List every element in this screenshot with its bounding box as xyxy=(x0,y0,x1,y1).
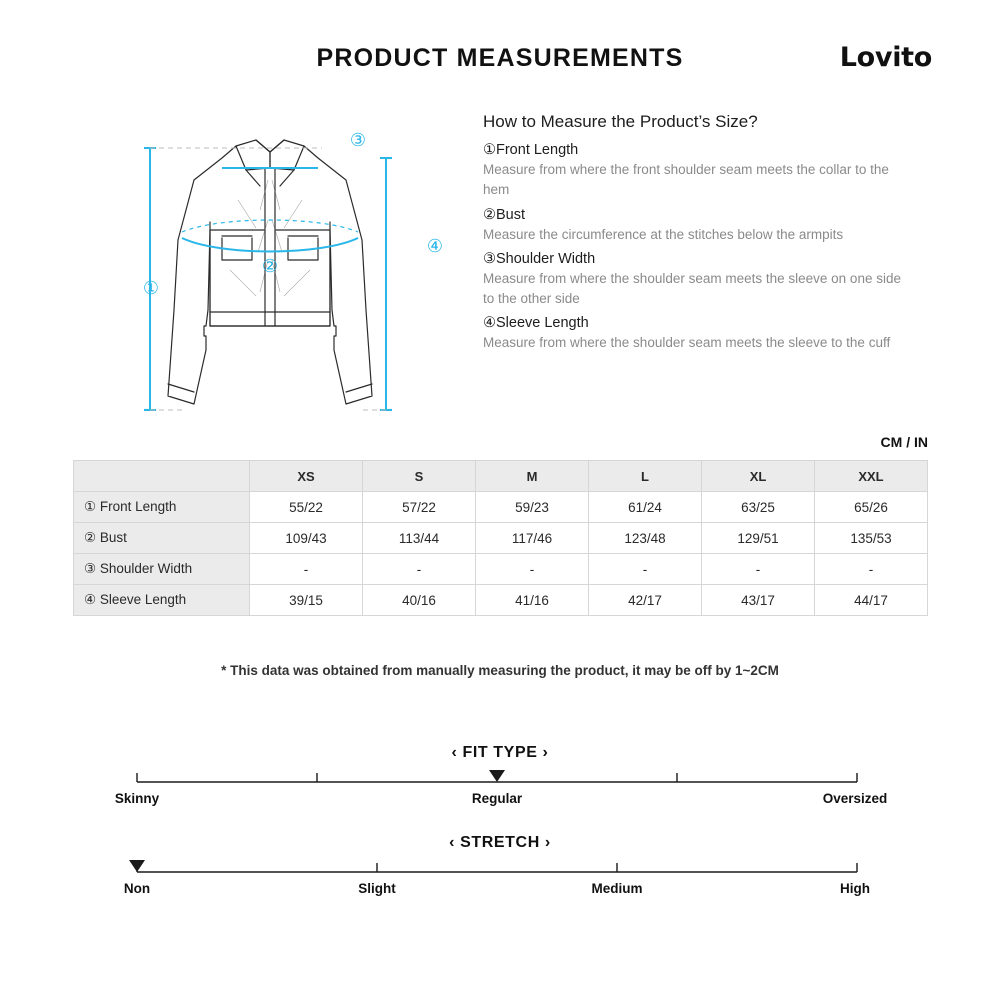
cell-shoulder-width-m: - xyxy=(476,554,589,585)
cell-bust-xxl: 135/53 xyxy=(815,523,928,554)
size-table-body xyxy=(74,492,928,616)
table-row xyxy=(74,585,928,616)
row-label-bust: ② Bust xyxy=(74,523,250,554)
measure-item-2-number: ② xyxy=(483,206,496,223)
cell-bust-xs: 109/43 xyxy=(250,523,363,554)
stretch-marker-icon xyxy=(129,860,145,872)
cell-bust-m: 117/46 xyxy=(476,523,589,554)
size-table-head xyxy=(74,461,928,492)
table-header-cell-xxl: XXL xyxy=(815,461,928,492)
cell-shoulder-width-xl: - xyxy=(702,554,815,585)
garment-measurement-illustration xyxy=(110,110,470,430)
cell-sleeve-length-m: 41/16 xyxy=(476,585,589,616)
fit-label-regular: Regular xyxy=(471,791,523,806)
fit-type-title: ‹ FIT TYPE › xyxy=(451,744,549,761)
table-header-cell-l: L xyxy=(589,461,702,492)
cell-bust-l: 123/48 xyxy=(589,523,702,554)
table-header-cell-xl: XL xyxy=(702,461,815,492)
table-header-cell-m: M xyxy=(476,461,589,492)
stretch-label-medium: Medium xyxy=(591,881,643,896)
cell-shoulder-width-xs: - xyxy=(250,554,363,585)
table-header-cell-s: S xyxy=(363,461,476,492)
measure-item-2-desc: Measure the circumference at the stitches below the armpits xyxy=(483,226,844,242)
cell-sleeve-length-xs: 39/15 xyxy=(250,585,363,616)
cell-sleeve-length-xxl: 44/17 xyxy=(815,585,928,616)
measure-item-3-number: ③ xyxy=(483,250,496,267)
measurement-note: * This data was obtained from manually measuring the product, it may be off by 1~2CM xyxy=(221,663,779,678)
measure-item-1-desc: Measure from where the front shoulder seam meets the collar to the hem xyxy=(483,162,889,198)
stretch-label-slight: Slight xyxy=(358,881,396,896)
measure-item-3-desc: Measure from where the shoulder seam meets the sleeve on one side to the other side xyxy=(483,270,901,306)
table-header-row xyxy=(74,461,928,492)
measure-item-1-number: ① xyxy=(483,142,496,158)
cell-sleeve-length-s: 40/16 xyxy=(363,585,476,616)
stretch-label-non: Non xyxy=(123,881,151,896)
cell-front-length-s: 57/22 xyxy=(363,492,476,523)
measure-item-1-name: Front Length xyxy=(496,142,579,158)
table-header-cell-0 xyxy=(74,461,250,492)
table-row xyxy=(74,523,928,554)
cell-bust-xl: 129/51 xyxy=(702,523,815,554)
cell-front-length-l: 61/24 xyxy=(589,492,702,523)
how-to-measure-section xyxy=(483,112,913,360)
unit-label: CM / IN xyxy=(880,434,928,450)
fit-label-skinny: Skinny xyxy=(114,791,160,806)
fit-type-labels xyxy=(0,791,1000,811)
cell-front-length-xxl: 65/26 xyxy=(815,492,928,523)
size-table-wrapper xyxy=(73,460,928,616)
row-label-sleeve-length: ④ Sleeve Length xyxy=(74,585,250,616)
cell-sleeve-length-xl: 43/17 xyxy=(702,585,815,616)
row-label-shoulder-width: ③ Shoulder Width xyxy=(74,554,250,585)
row-label-front-length: ① Front Length xyxy=(74,492,250,523)
stretch-label-high: High xyxy=(840,881,870,896)
measure-item-3-name: Shoulder Width xyxy=(496,250,596,267)
cell-shoulder-width-s: - xyxy=(363,554,476,585)
cell-front-length-xl: 63/25 xyxy=(702,492,815,523)
measure-item-3-title xyxy=(483,251,913,267)
cell-sleeve-length-l: 42/17 xyxy=(589,585,702,616)
measure-item-4-title xyxy=(483,315,913,331)
stretch-title: ‹ STRETCH › xyxy=(449,834,551,851)
table-row xyxy=(74,554,928,585)
table-row xyxy=(74,492,928,523)
measure-item-2-title xyxy=(483,207,913,223)
cell-shoulder-width-l: - xyxy=(589,554,702,585)
measure-item-1-title xyxy=(483,142,913,158)
measure-item-4-name: Sleeve Length xyxy=(496,315,589,332)
cell-front-length-xs: 55/22 xyxy=(250,492,363,523)
page-title: PRODUCT MEASUREMENTS xyxy=(316,44,684,72)
marker-4-icon: ④ xyxy=(426,236,444,257)
marker-3-icon: ③ xyxy=(349,130,367,151)
fit-label-oversized: Oversized xyxy=(822,791,888,806)
fit-type-marker-icon xyxy=(489,770,505,782)
stretch-labels xyxy=(0,881,1000,901)
measure-item-2-name: Bust xyxy=(496,206,526,223)
brand-logo: Lovito xyxy=(839,42,932,73)
marker-2-icon: ② xyxy=(261,256,279,277)
cell-shoulder-width-xxl: - xyxy=(815,554,928,585)
garment-diagram-svg xyxy=(110,110,470,430)
cell-front-length-m: 59/23 xyxy=(476,492,589,523)
measure-item-4-number: ④ xyxy=(483,315,496,332)
how-to-measure-heading: How to Measure the Product’s Size? xyxy=(483,112,758,131)
cell-bust-s: 113/44 xyxy=(363,523,476,554)
table-header-cell-xs: XS xyxy=(250,461,363,492)
measure-item-4-desc: Measure from where the shoulder seam meets the sleeve to the cuff xyxy=(483,335,891,351)
size-table xyxy=(73,460,928,616)
marker-1-icon: ① xyxy=(142,278,160,299)
